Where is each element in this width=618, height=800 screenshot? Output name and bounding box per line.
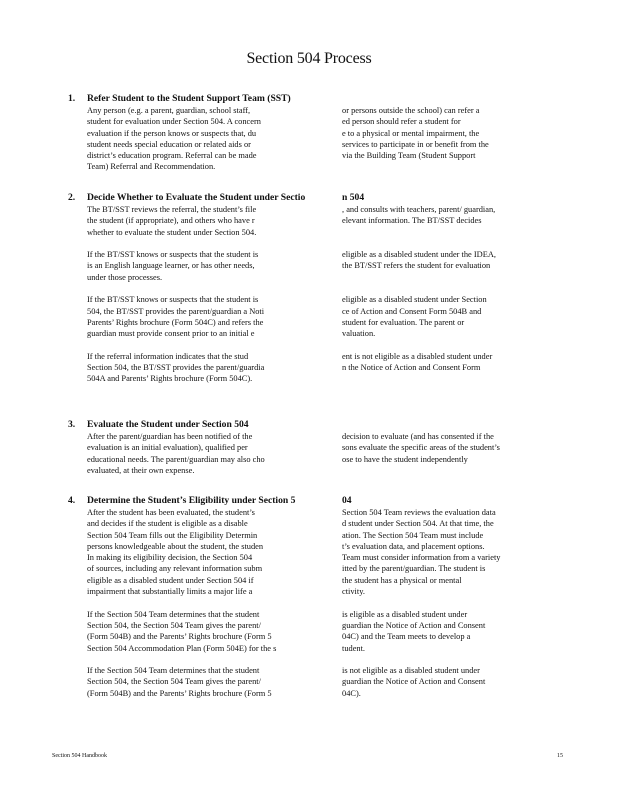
text-line-right: d student under Section 504. At that time, the — [342, 519, 494, 529]
text-line — [68, 150, 528, 161]
text-line — [68, 351, 528, 362]
text-line — [68, 454, 528, 465]
section-number: 1. — [68, 93, 76, 104]
text-line — [68, 306, 528, 317]
text-line-left: guardian must provide consent prior to an initial e — [87, 329, 255, 339]
text-line-left: student for evaluation under Section 504. A concern — [87, 117, 261, 127]
section-heading — [68, 93, 528, 105]
text-line — [68, 294, 528, 305]
text-line — [68, 665, 528, 676]
section-4 — [68, 495, 528, 699]
text-line — [68, 328, 528, 339]
text-line-left: 504A and Parents’ Rights brochure (Form 504C). — [87, 374, 253, 384]
text-line-right: ctivity. — [342, 587, 365, 597]
text-line — [68, 431, 528, 442]
text-line-left: under those processes. — [87, 272, 163, 282]
text-line-right: is eligible as a disabled student under — [342, 609, 468, 619]
page-title: Section 504 Process — [246, 50, 372, 67]
text-line — [68, 563, 528, 574]
text-line-right: t’s evaluation data, and placement options. — [342, 541, 485, 551]
section-heading-text-continued: 04 — [342, 495, 352, 506]
text-line — [68, 373, 528, 384]
text-line-right: decision to evaluate (and has consented if the — [342, 432, 494, 441]
text-line — [68, 688, 528, 699]
text-line-left: is an English language learner, or has other needs, — [87, 261, 255, 271]
text-line — [68, 249, 528, 260]
text-line-left: 504, the BT/SST provides the parent/guardian a Noti — [87, 306, 265, 316]
text-line-right: guardian the Notice of Action and Consent — [342, 677, 486, 687]
section-number: 2. — [68, 192, 76, 203]
text-line — [68, 215, 528, 226]
text-line-left: If the Section 504 Team determines that the student — [87, 666, 260, 676]
text-line — [68, 575, 528, 586]
text-line-right: eligible as a disabled student under Section — [342, 295, 487, 305]
paragraph — [68, 105, 528, 173]
paragraph — [68, 249, 528, 283]
text-line-left: district’s education program. Referral can be made — [87, 151, 257, 161]
text-line-right: student for evaluation. The parent or — [342, 317, 465, 327]
text-line-right: Section 504 Team reviews the evaluation data — [342, 508, 496, 517]
text-line-left: whether to evaluate the student under Section 504. — [87, 227, 257, 237]
section-2 — [68, 192, 528, 385]
text-line — [68, 442, 528, 453]
text-line-left: evaluated, at their own expense. — [87, 465, 195, 475]
text-line — [68, 139, 528, 150]
text-line-right: ent is not eligible as a disabled student under — [342, 351, 493, 361]
text-line-right: 04C) and the Team meets to develop a — [342, 632, 471, 642]
text-line-left: persons knowledgeable about the student, the studen — [87, 541, 264, 551]
section-1 — [68, 93, 528, 173]
paragraph — [68, 351, 528, 385]
text-line-left: student needs special education or related aids or — [87, 139, 251, 149]
text-line-right: itted by the parent/guardian. The student is — [342, 564, 486, 574]
text-line-left: Section 504 Accommodation Plan (Form 504E) for the s — [87, 643, 277, 653]
text-line-right: ose to have the student independently — [342, 454, 468, 464]
text-line — [68, 260, 528, 271]
text-line-right: n the Notice of Action and Consent Form — [342, 363, 481, 373]
section-number: 3. — [68, 419, 76, 430]
text-line-left: Section 504, the Section 504 Team gives the parent/ — [87, 677, 261, 687]
text-line-left: Team) Referral and Recommendation. — [87, 162, 216, 172]
section-heading-text: Evaluate the Student under Section 504 — [87, 419, 249, 430]
text-line-left: After the parent/guardian has been notified of the — [87, 432, 253, 441]
text-line-right: guardian the Notice of Action and Consent — [342, 620, 486, 630]
text-line-right: the student has a physical or mental — [342, 575, 462, 585]
text-line-right: the BT/SST refers the student for evaluation — [342, 261, 491, 271]
section-heading-text-continued: n 504 — [342, 192, 365, 203]
text-line-left: If the BT/SST knows or suspects that the student is — [87, 250, 259, 260]
text-line — [68, 272, 528, 283]
text-line-right: 04C). — [342, 688, 361, 698]
paragraph — [68, 609, 528, 654]
text-line-right: via the Building Team (Student Support — [342, 151, 476, 161]
text-line-right: e to a physical or mental impairment, the — [342, 128, 480, 138]
text-line-left: If the BT/SST knows or suspects that the student is — [87, 295, 259, 305]
text-line — [68, 620, 528, 631]
footer-left: Section 504 Handbook — [52, 753, 107, 759]
text-line-right: ce of Action and Consent Form 504B and — [342, 306, 482, 316]
text-line — [68, 586, 528, 597]
section-heading-text: Decide Whether to Evaluate the Student under Sectio — [87, 192, 306, 203]
text-line — [68, 643, 528, 654]
text-line — [68, 128, 528, 139]
text-line-right: ed person should refer a student for — [342, 117, 461, 127]
section-heading-text: Determine the Student’s Eligibility under Section 5 — [87, 495, 296, 506]
text-line-left: evaluation is an initial evaluation), qualified per — [87, 443, 248, 453]
text-line-left: eligible as a disabled student under Section 504 if — [87, 575, 254, 585]
text-line — [68, 541, 528, 552]
text-line-left: In making its eligibility decision, the Section 504 — [87, 553, 253, 563]
text-line-right: ation. The Section 504 Team must include — [342, 530, 484, 540]
text-line-left: Any person (e.g. a parent, guardian, school staff, — [87, 106, 251, 115]
text-line — [68, 507, 528, 518]
text-line — [68, 362, 528, 373]
text-line-left: (Form 504B) and the Parents’ Rights brochure (Form 5 — [87, 632, 272, 642]
text-line — [68, 552, 528, 563]
paragraph — [68, 507, 528, 597]
paragraph — [68, 294, 528, 339]
text-line-right: elevant information. The BT/SST decides — [342, 216, 482, 226]
section-3 — [68, 419, 528, 476]
section-heading — [68, 192, 528, 204]
text-line — [68, 530, 528, 541]
text-line-left: Section 504, the Section 504 Team gives the parent/ — [87, 620, 261, 630]
text-line-right: services to participate in or benefit from the — [342, 139, 489, 149]
text-line-left: of sources, including any relevant information subm — [87, 564, 263, 574]
section-heading — [68, 419, 528, 431]
text-line-right: or persons outside the school) can refer a — [342, 106, 480, 115]
paragraph — [68, 204, 528, 238]
text-line — [68, 227, 528, 238]
text-line — [68, 465, 528, 476]
text-line-left: educational needs. The parent/guardian may also cho — [87, 454, 265, 464]
text-line — [68, 676, 528, 687]
footer-page-number: 15 — [557, 753, 563, 759]
text-line-left: the student (if appropriate), and others who have r — [87, 216, 255, 226]
paragraph — [68, 665, 528, 699]
text-line — [68, 518, 528, 529]
text-line — [68, 204, 528, 215]
text-line — [68, 609, 528, 620]
text-line-left: (Form 504B) and the Parents’ Rights brochure (Form 5 — [87, 688, 272, 698]
text-line — [68, 631, 528, 642]
section-heading-text: Refer Student to the Student Support Team (SST) — [87, 93, 291, 104]
text-line-right: is not eligible as a disabled student under — [342, 666, 480, 676]
text-line — [68, 161, 528, 172]
text-line-right: eligible as a disabled student under the IDEA, — [342, 250, 496, 260]
text-line — [68, 105, 528, 116]
paragraph — [68, 431, 528, 476]
section-heading — [68, 495, 528, 507]
text-line-left: Section 504, the BT/SST provides the parent/guardia — [87, 363, 265, 373]
text-line — [68, 317, 528, 328]
text-line-left: evaluation if the person knows or suspects that, du — [87, 128, 257, 138]
text-line-right: valuation. — [342, 329, 376, 339]
text-line-left: impairment that substantially limits a major life a — [87, 587, 253, 597]
text-line-left: Parents’ Rights brochure (Form 504C) and refers the — [87, 317, 264, 327]
text-line-right: sons evaluate the specific areas of the student’s — [342, 443, 500, 453]
text-line-right: , and consults with teachers, parent/ guardian, — [342, 205, 496, 214]
text-line-left: and decides if the student is eligible as a disable — [87, 519, 248, 529]
text-line-right: Team must consider information from a variety — [342, 553, 501, 563]
text-line-left: Section 504 Team fills out the Eligibility Determin — [87, 530, 258, 540]
text-line-left: If the Section 504 Team determines that the student — [87, 609, 260, 619]
text-line-right: tudent. — [342, 643, 366, 653]
section-number: 4. — [68, 495, 76, 506]
text-line-left: The BT/SST reviews the referral, the student’s file — [87, 205, 257, 214]
text-line — [68, 116, 528, 127]
text-line-left: After the student has been evaluated, the student’s — [87, 508, 255, 517]
text-line-left: If the referral information indicates that the stud — [87, 351, 249, 361]
